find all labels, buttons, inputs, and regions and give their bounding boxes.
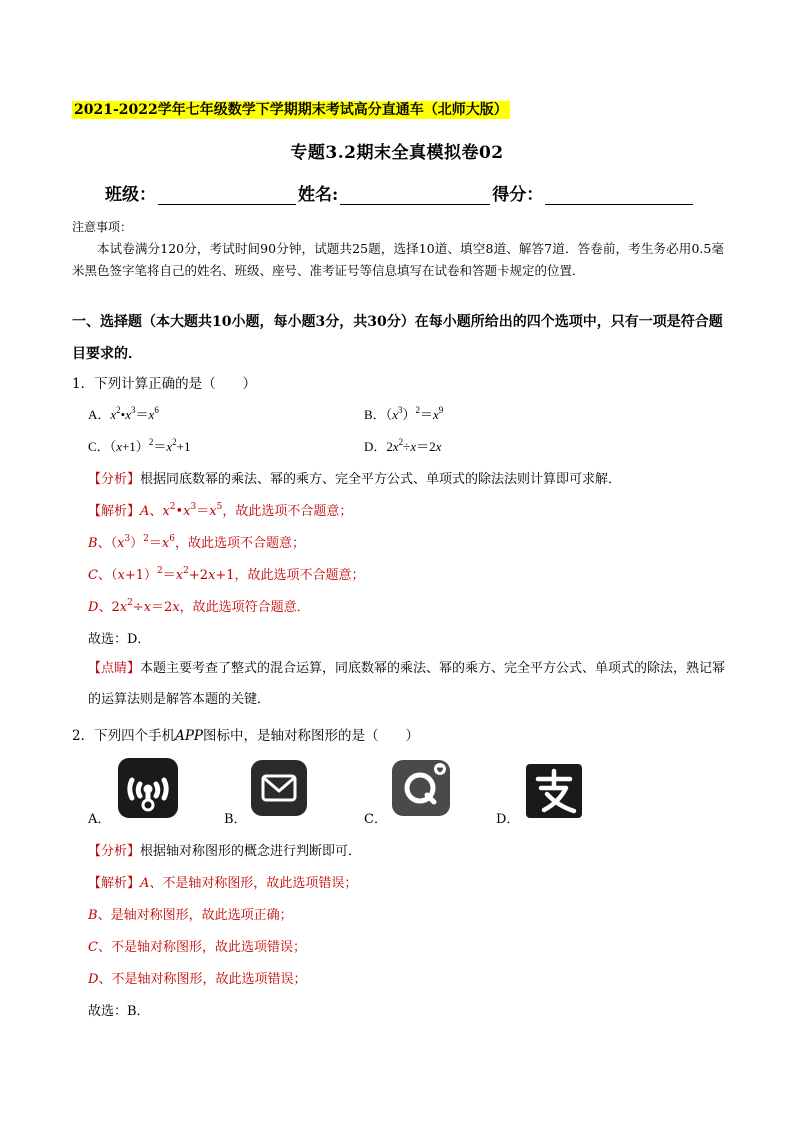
q2-answer: 故选：B． — [88, 1004, 150, 1019]
q2-solution-d: D、不是轴对称图形，故此选项错误； — [88, 972, 307, 987]
q1-option-c: C．$(x+1)^2=x^2+1$ — [88, 437, 191, 454]
question-1-stem: 1．下列计算正确的是（ ） — [72, 376, 257, 392]
q2-label-b: B． — [224, 812, 247, 827]
header-banner: 2021-2022学年七年级数学下学期期末考试高分直通车（北师大版） — [74, 102, 508, 118]
q1-solution-c: C、$(x+1)^2=x^2+2x+1$，故此选项不合题意； — [88, 566, 365, 583]
score-label: 得分： — [492, 185, 544, 205]
q1-solution-a: 【解析】A、$x^2•x^3=x^5$，故此选项不合题意； — [88, 502, 353, 519]
q1-comment: 【点睛】本题主要考查了整式的混合运算，同底数幂的乘法、幂的乘方、完全平方公式、单项式的除法，熟记幂的运算法则是解答本题的关键． — [88, 661, 726, 707]
notice-title: 注意事项： — [72, 220, 133, 234]
q1-solution-b: B、$(x^3)^2=x^6$，故此选项不合题意； — [88, 534, 306, 551]
q2-label-a: A． — [88, 812, 111, 827]
q2-label-d: D． — [496, 812, 520, 827]
q2-label-c: C． — [364, 812, 387, 827]
q2-analysis: 【分析】根据轴对称图形的概念进行判断即可． — [88, 844, 362, 859]
document-title: 专题3.2期末全真模拟卷02 — [290, 143, 504, 163]
q1-analysis: 【分析】根据同底数幂的乘法、幂的乘方、完全平方公式、单项式的除法法则计算即可求解． — [88, 472, 622, 487]
score-blank — [545, 184, 693, 205]
q1-option-d: D．$2x^2\div x=2x$ — [364, 437, 442, 454]
class-blank — [158, 184, 296, 205]
mail-icon — [251, 760, 307, 816]
q2-solution-c: C、不是轴对称图形，故此选项错误； — [88, 940, 306, 955]
wifi-key-icon — [118, 758, 178, 818]
section-heading: 一、选择题（本大题共10小题，每小题3分，共30分）在每小题所给出的四个选项中，只有一项是符合题目要求的． — [72, 314, 723, 362]
q2-solution-b: B、是轴对称图形，故此选项正确； — [88, 908, 293, 923]
alipay-icon — [526, 764, 582, 818]
q1-answer: 故选：D． — [88, 632, 151, 647]
search-q-icon — [392, 760, 450, 816]
question-2-stem: 2．下列四个手机APP图标中，是轴对称图形的是（ ） — [72, 728, 420, 744]
q1-option-a: A．$x^2•x^3=x^6$ — [88, 405, 159, 422]
student-info-row — [105, 180, 695, 205]
notice-text: 本试卷满分120分，考试时间90分钟，试题共25题，选择10道、填空8道、解答7道．答卷前，考生务必用0.5毫米黑色签字笔将自己的姓名、班级、座号、准考证号等信息填写在试卷和答题卡规定的位置． — [72, 241, 724, 278]
name-blank — [340, 184, 490, 205]
q1-solution-d: D、$2x^2\div x=2x$，故此选项符合题意． — [88, 598, 310, 615]
q2-solution-a: 【解析】A、不是轴对称图形，故此选项错误； — [88, 876, 358, 891]
q1-option-b: B．$(x^3)^2=x^9$ — [364, 405, 444, 422]
class-label: 班级： — [105, 185, 156, 205]
name-label: 姓名: — [298, 185, 339, 205]
